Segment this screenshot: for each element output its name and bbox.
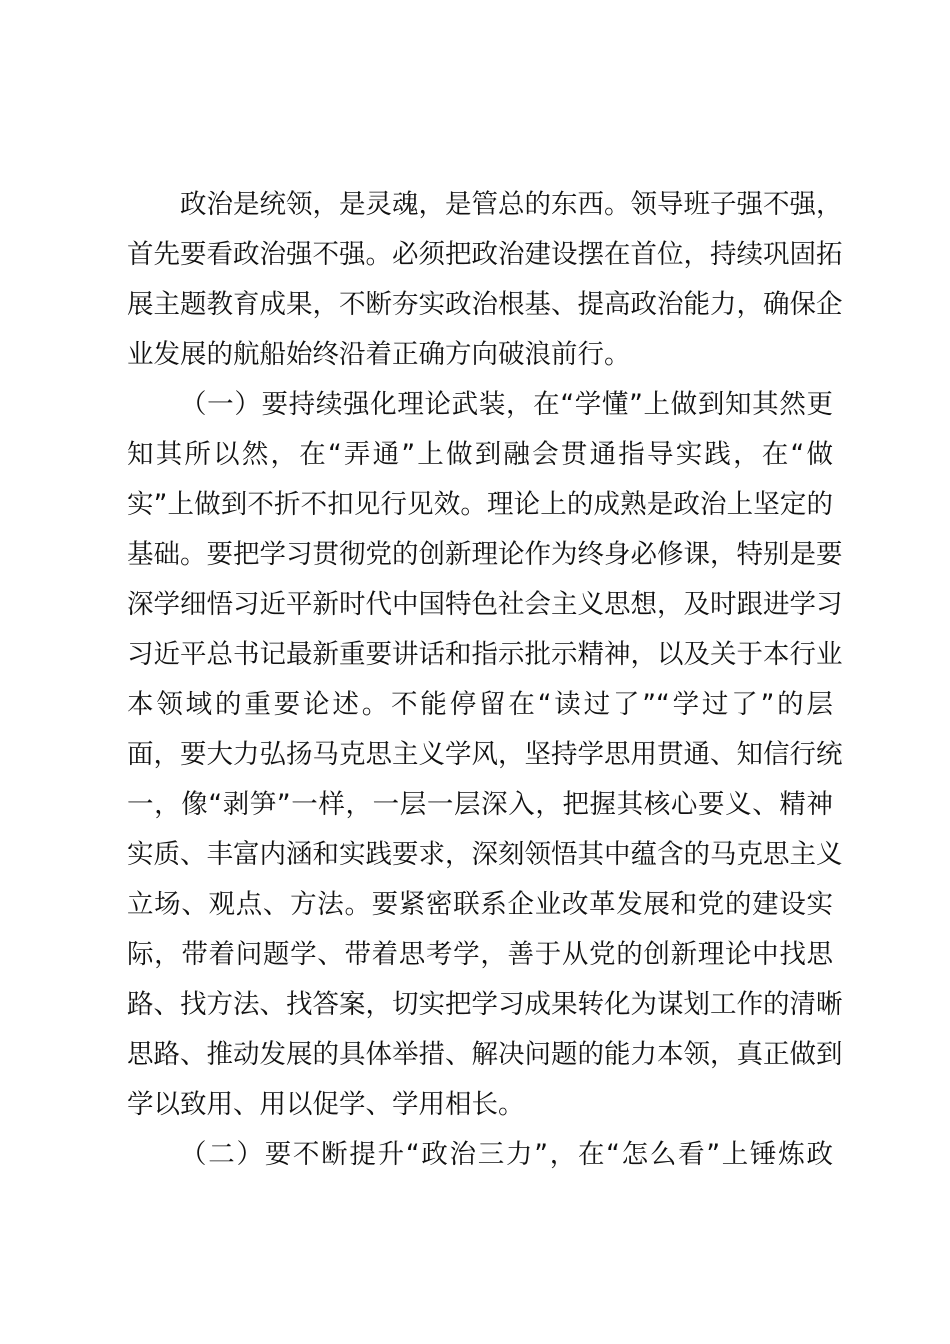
text-line: 面，要大力弘扬马克思主义学风，坚持学思用贯通、知信行统 <box>127 739 843 770</box>
text-line: 首先要看政治强不强。必须把政治建设摆在首位，持续巩固拓 <box>127 239 843 270</box>
text-line: 本领域的重要论述。不能停留在“读过了”“学过了”的层 <box>127 689 833 720</box>
text-line: 政治是统领，是灵魂，是管总的东西。领导班子强不强， <box>180 189 843 220</box>
text-line: 知其所以然，在“弄通”上做到融会贯通指导实践，在“做 <box>127 439 833 470</box>
paragraph-section-2 <box>127 1130 833 1180</box>
text-line: 路、找方法、找答案，切实把学习成果转化为谋划工作的清晰 <box>127 989 843 1020</box>
text-line: 际，带着问题学、带着思考学，善于从党的创新理论中找思 <box>127 939 833 970</box>
text-line: 一，像“剥笋”一样，一层一层深入，把握其核心要义、精神 <box>127 789 833 820</box>
paragraph-section-1 <box>127 380 843 1130</box>
text-line: 立场、观点、方法。要紧密联系企业改革发展和党的建设实 <box>127 889 833 920</box>
text-line: （二）要不断提升“政治三力”，在“怎么看”上锤炼政 <box>180 1139 833 1170</box>
text-line: 学以致用、用以促学、学用相长。 <box>127 1089 525 1120</box>
text-line: 实质、丰富内涵和实践要求，深刻领悟其中蕴含的马克思主义 <box>127 839 843 870</box>
text-line: 习近平总书记最新重要讲话和指示批示精神，以及关于本行业 <box>127 639 843 670</box>
paragraph-intro <box>127 180 843 380</box>
text-line: 基础。要把学习贯彻党的创新理论作为终身必修课，特别是要 <box>127 539 843 570</box>
text-line: 展主题教育成果，不断夯实政治根基、提高政治能力，确保企 <box>127 289 843 320</box>
text-line: 深学细悟习近平新时代中国特色社会主义思想，及时跟进学习 <box>127 589 843 620</box>
text-line: 思路、推动发展的具体举措、解决问题的能力本领，真正做到 <box>127 1039 843 1070</box>
text-line: （一）要持续强化理论武装，在“学懂”上做到知其然更 <box>180 389 833 420</box>
text-line: 业发展的航船始终沿着正确方向破浪前行。 <box>127 339 631 370</box>
document-page <box>127 180 843 1180</box>
text-line: 实”上做到不折不扣见行见效。理论上的成熟是政治上坚定的 <box>127 489 833 520</box>
